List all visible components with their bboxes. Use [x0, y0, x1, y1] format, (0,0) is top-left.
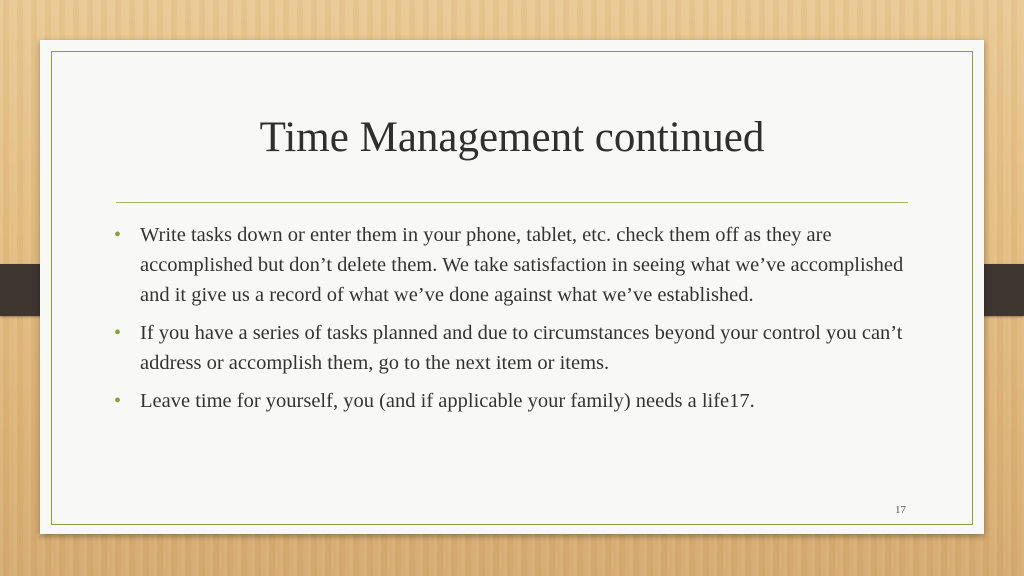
title-divider [116, 202, 908, 203]
slide-title: Time Management continued [259, 114, 765, 161]
bullet-dot-icon: • [114, 322, 122, 344]
bullet-text: Leave time for yourself, you (and if applicable your family) needs a life17. [140, 390, 755, 412]
bullet-list [114, 220, 920, 424]
bullet-item [114, 318, 920, 378]
bullet-item [114, 220, 920, 310]
bullet-text: Write tasks down or enter them in your phone, tablet, etc. check them off as they are accomplished but don’t delete them. We take satisfaction in seeing what we’ve accomplished and it give us a record of what we’ve done against what we’ve established. [140, 224, 904, 306]
bullet-item [114, 386, 920, 416]
bullet-dot-icon: • [114, 390, 122, 412]
bullet-text: If you have a series of tasks planned and due to circumstances beyond your control you can’t address or accomplish them, go to the next item or items. [140, 322, 903, 374]
slide-page-number: 17 [895, 504, 906, 516]
bullet-dot-icon: • [114, 224, 122, 246]
slide-card [40, 40, 984, 534]
